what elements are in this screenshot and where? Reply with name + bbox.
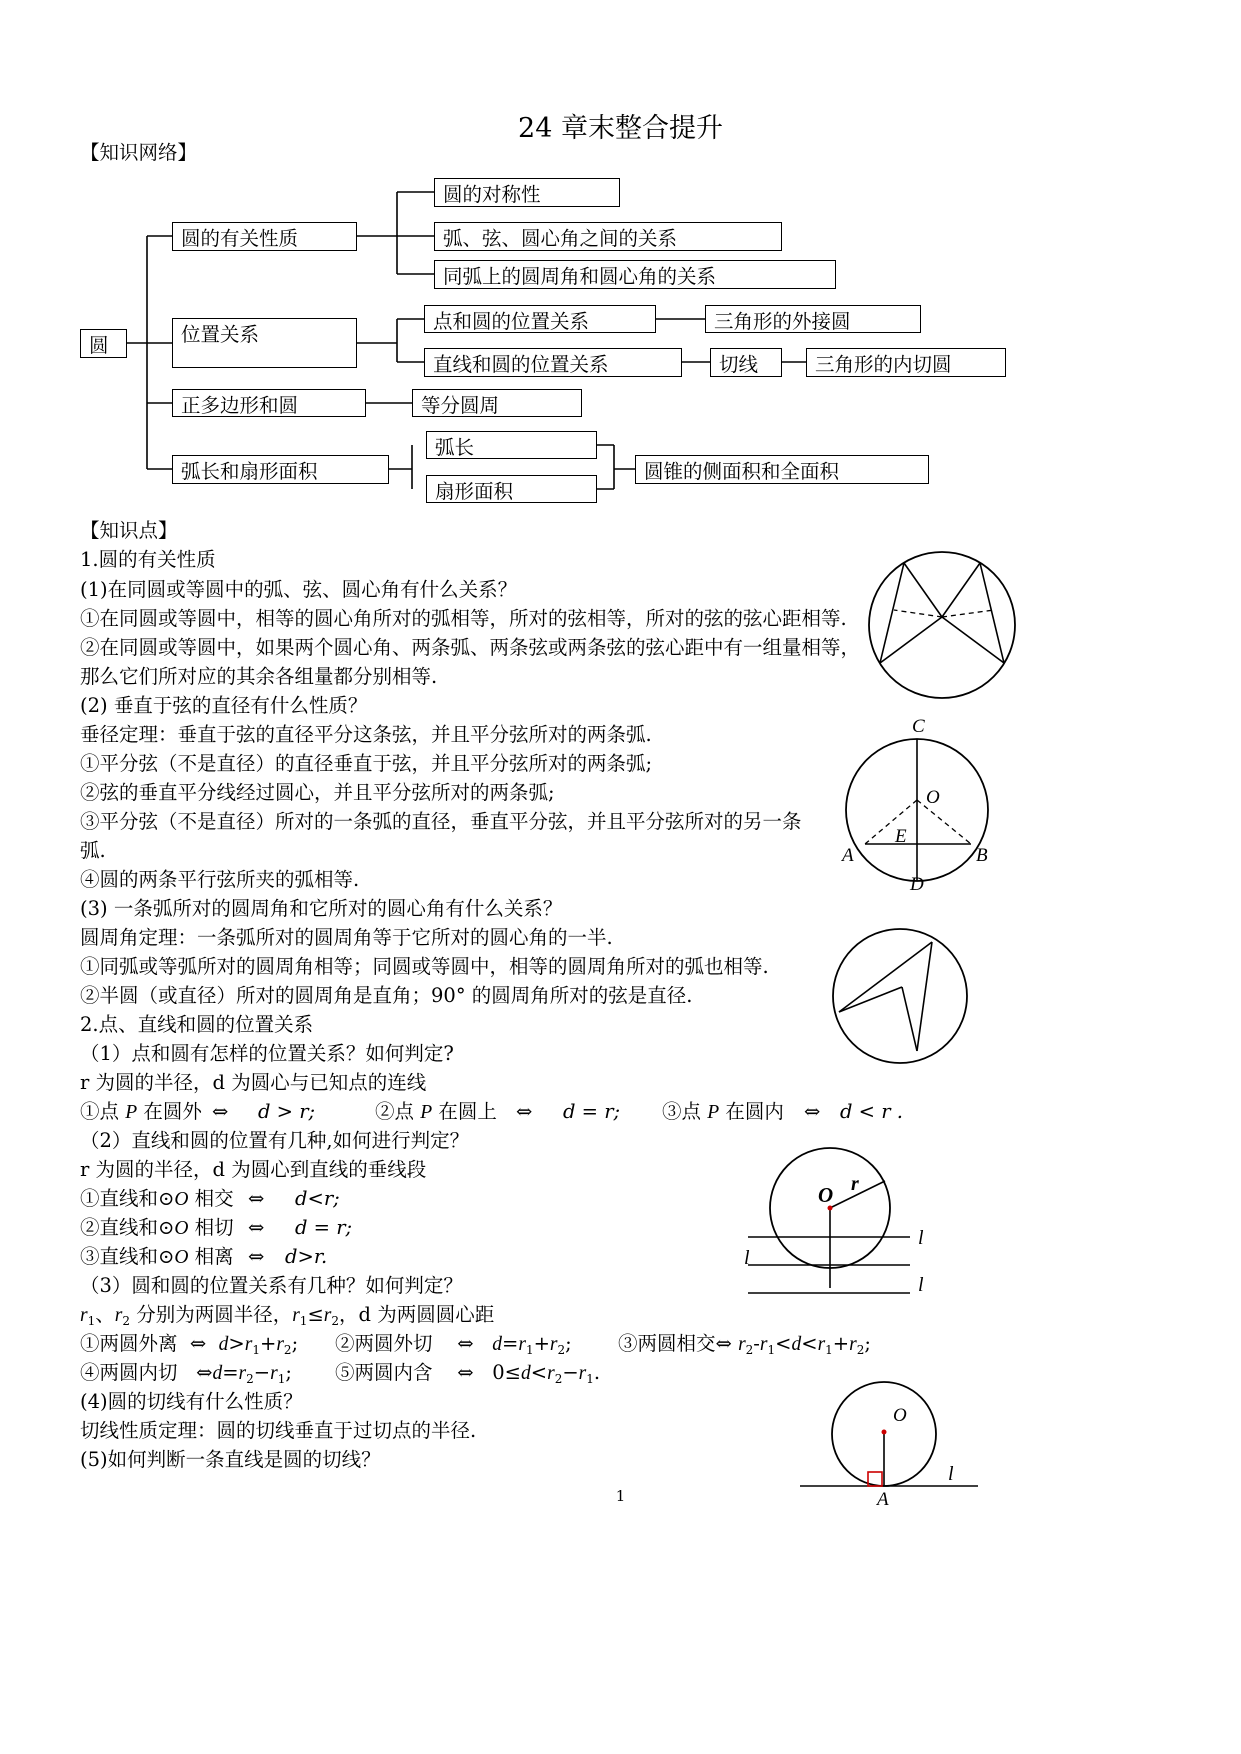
circles-external-tangent: ②两圆外切 ⇔ $d=r_1+r_2$; xyxy=(335,1332,572,1357)
line-circle-question: （2）直线和圆的位置有几种,如何进行判定？ xyxy=(80,1129,470,1152)
network-node-inscribed-central-angle: 同弧上的圆周角和圆心角的关系 xyxy=(434,260,836,289)
answer-3a: ①同弧或等弧所对的圆周角相等；同圆或等圆中，相等的圆周角所对的弧也相等. xyxy=(80,955,769,978)
answer-3b: ②半圆（或直径）所对的圆周角是直角；90° 的圆周角所对的弦是直径. xyxy=(80,984,693,1007)
circle-circle-question: （3）圆和圆的位置关系有几种？如何判定？ xyxy=(80,1274,463,1297)
label-A: A xyxy=(842,845,854,866)
network-node-incircle: 三角形的内切圆 xyxy=(806,348,1006,377)
label-A: A xyxy=(877,1489,889,1510)
point-circle-question: （1）点和圆有怎样的位置关系？如何判定? xyxy=(80,1042,454,1065)
section-2-title: 2.点、直线和圆的位置关系 xyxy=(80,1013,314,1036)
iff-symbol: ⇔ xyxy=(248,1216,265,1239)
figure-equal-central-angles xyxy=(862,550,1022,700)
network-node-divide-circle: 等分圆周 xyxy=(412,389,582,417)
label-l: l xyxy=(918,1227,924,1249)
network-node-circle-properties: 圆的有关性质 xyxy=(172,222,357,251)
network-node-circumcircle: 三角形的外接圆 xyxy=(705,305,921,333)
question-3: (3) 一条弧所对的圆周角和它所对的圆心角有什么关系？ xyxy=(80,897,563,920)
tangent-property-question: (4)圆的切线有什么性质？ xyxy=(80,1390,303,1413)
point-on: ②点 P 在圆上 xyxy=(375,1100,497,1123)
answer-1b-line1: ②在同圆或等圆中，如果两个圆心角、两条弧、两条弦或两条弦的弦心距中有一组量相等， xyxy=(80,636,861,659)
relation-on: d = r; xyxy=(563,1100,621,1123)
line-separate: ③直线和⊙O 相离 xyxy=(80,1245,234,1268)
point-inside: ③点 P 在圆内 xyxy=(662,1100,784,1123)
answer-2b: ②弦的垂直平分线经过圆心，并且平分弦所对的两条弧; xyxy=(80,781,555,804)
label-B: B xyxy=(976,845,988,866)
answer-2d: ④圆的两条平行弦所夹的弧相等. xyxy=(80,868,360,891)
label-D: D xyxy=(910,874,924,895)
iff-symbol: ⇔ xyxy=(516,1100,533,1123)
relation-outside: d > r; xyxy=(258,1100,316,1123)
line-intersect: ①直线和⊙O 相交 xyxy=(80,1187,234,1210)
answer-1a: ①在同圆或等圆中，相等的圆心角所对的弧相等，所对的弦相等，所对的弦的弦心距相等. xyxy=(80,607,847,630)
network-node-point-circle: 点和圆的位置关系 xyxy=(424,305,656,333)
iff-symbol: ⇔ xyxy=(248,1187,265,1210)
network-node-regular-polygon: 正多边形和圆 xyxy=(172,389,366,417)
theorem-inscribed-angle: 圆周角定理：一条弧所对的圆周角等于它所对的圆心角的一半. xyxy=(80,926,613,949)
label-l: l xyxy=(744,1247,750,1269)
network-heading: 【知识网络】 xyxy=(80,141,198,164)
network-root: 圆 xyxy=(80,329,127,358)
circles-external-separate: ①两圆外离 ⇔ $d>r_1+r_2$; xyxy=(80,1332,299,1357)
line-circle-definition: r 为圆的半径，d 为圆心到直线的垂线段 xyxy=(80,1158,427,1181)
figure-perpendicular-diameter xyxy=(836,712,1006,897)
relation-tangent: d = r; xyxy=(295,1216,353,1239)
points-heading: 【知识点】 xyxy=(80,519,178,542)
label-l: l xyxy=(918,1274,924,1296)
circles-internal-tangent: ④两圆内切 $\Leftrightarrow d=r_2-r_1$; xyxy=(80,1361,292,1386)
iff-symbol: ⇔ xyxy=(212,1100,229,1123)
network-node-sector-area: 扇形面积 xyxy=(426,475,597,503)
theorem-perpendicular-diameter: 垂径定理：垂直于弦的直径平分这条弦，并且平分弦所对的两条弧. xyxy=(80,723,652,746)
network-node-cone-area: 圆锥的侧面积和全面积 xyxy=(635,455,929,484)
label-C: C xyxy=(912,716,925,737)
circles-contain: ⑤两圆内含 ⇔ $0\le d<r_2-r_1$. xyxy=(335,1361,601,1386)
figure-line-circle xyxy=(740,1146,940,1296)
question-1: (1)在同圆或等圆中的弧、弦、圆心角有什么关系？ xyxy=(80,578,518,601)
tangent-property-theorem: 切线性质定理：圆的切线垂直于过切点的半径. xyxy=(80,1419,477,1442)
section-1-title: 1.圆的有关性质 xyxy=(80,548,216,571)
network-node-symmetry: 圆的对称性 xyxy=(434,178,620,207)
answer-2c-line1: ③平分弦（不是直径）所对的一条弧的直径，垂直平分弦，并且平分弦所对的另一条 xyxy=(80,810,802,833)
network-node-line-circle: 直线和圆的位置关系 xyxy=(424,348,682,377)
label-E: E xyxy=(895,826,907,847)
point-outside: ①点 P 在圆外 xyxy=(80,1100,202,1123)
relation-inside: d < r . xyxy=(840,1100,903,1123)
circle-circle-definition: $r_1$、$r_2$ 分别为两圆半径，$r_1\le r_2$，d 为两圆圆心距 xyxy=(80,1303,495,1328)
label-O: O xyxy=(893,1405,907,1426)
relation-intersect: d<r; xyxy=(295,1187,340,1210)
network-node-arc-length: 弧长 xyxy=(426,431,597,459)
answer-2a: ①平分弦（不是直径）的直径垂直于弦，并且平分弦所对的两条弧; xyxy=(80,752,653,775)
network-node-tangent: 切线 xyxy=(710,348,782,377)
label-O: O xyxy=(818,1183,834,1207)
iff-symbol: ⇔ xyxy=(248,1245,265,1268)
circles-intersect: ③两圆相交⇔ $r_2-r_1<d<r_1+r_2$; xyxy=(618,1332,871,1357)
relation-separate: d>r. xyxy=(285,1245,328,1268)
figure-inscribed-angle xyxy=(830,926,970,1066)
page-title: 24 章末整合提升 xyxy=(518,113,723,144)
answer-1b-line2: 那么它们所对应的其余各组量都分别相等. xyxy=(80,665,438,688)
line-tangent: ②直线和⊙O 相切 xyxy=(80,1216,234,1239)
question-2: (2) 垂直于弦的直径有什么性质？ xyxy=(80,694,368,717)
label-O: O xyxy=(926,787,940,808)
point-circle-definition: r 为圆的半径，d 为圆心与已知点的连线 xyxy=(80,1071,427,1094)
answer-2c-line2: 弧. xyxy=(80,839,106,862)
network-node-arc-chord-angle: 弧、弦、圆心角之间的关系 xyxy=(434,222,782,251)
label-r: r xyxy=(851,1173,859,1195)
page-number: 1 xyxy=(615,1487,626,1505)
network-node-arc-sector: 弧长和扇形面积 xyxy=(172,455,389,484)
tangent-judgement-question: (5)如何判断一条直线是圆的切线？ xyxy=(80,1448,381,1471)
iff-symbol: ⇔ xyxy=(804,1100,821,1123)
network-node-position-relation: 位置关系 xyxy=(172,318,357,368)
label-l: l xyxy=(948,1463,954,1485)
